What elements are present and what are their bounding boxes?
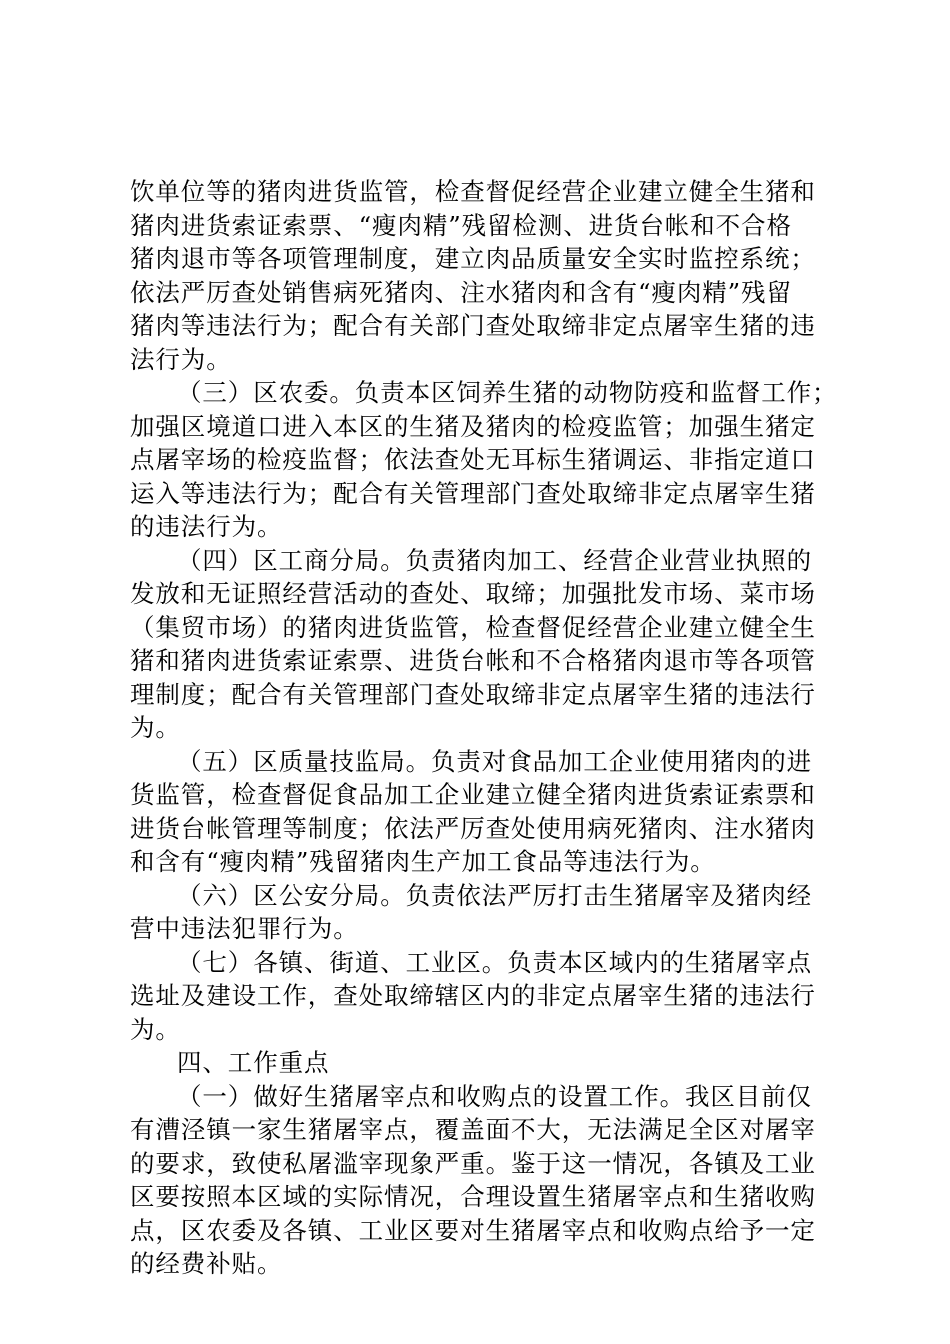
paragraph-start-line: （七）各镇、街道、工业区。负责本区域内的生猪屠宰点 bbox=[177, 948, 812, 977]
body-text-line: 猪肉退市等各项管理制度，建立肉品质量安全实时监控系统； bbox=[130, 244, 816, 273]
body-text-line: 的经费补贴。 bbox=[130, 1249, 283, 1278]
body-text-line: 点，区农委及各镇、工业区要对生猪屠宰点和收购点给予一定 bbox=[130, 1216, 816, 1245]
body-text-line: 营中违法犯罪行为。 bbox=[130, 914, 359, 943]
body-text-line: 运入等违法行为；配合有关管理部门查处取缔非定点屠宰生猪 bbox=[130, 479, 816, 508]
section-heading: 四、工作重点 bbox=[177, 1048, 330, 1077]
body-text-line: 猪和猪肉进货索证索票、进货台帐和不合格猪肉退市等各项管 bbox=[130, 646, 816, 675]
body-text-line: 为。 bbox=[130, 1015, 181, 1044]
body-text-line: 的违法行为。 bbox=[130, 512, 283, 541]
body-text-line: 有漕泾镇一家生猪屠宰点，覆盖面不大，无法满足全区对屠宰 bbox=[130, 1115, 816, 1144]
body-text-line: （集贸市场）的猪肉进货监管，检查督促经营企业建立健全生 bbox=[130, 613, 816, 642]
body-text-line: 加强区境道口进入本区的生猪及猪肉的检疫监管；加强生猪定 bbox=[130, 412, 816, 441]
body-text-line: 点屠宰场的检疫监督；依法查处无耳标生猪调运、非指定道口 bbox=[130, 445, 816, 474]
paragraph-start-line: （六）区公安分局。负责依法严厉打击生猪屠宰及猪肉经 bbox=[177, 881, 812, 910]
paragraph-start-line: （三）区农委。负责本区饲养生猪的动物防疫和监督工作； bbox=[177, 378, 838, 407]
body-text-line: 依法严厉查处销售病死猪肉、注水猪肉和含有“瘦肉精”残留 bbox=[130, 278, 792, 307]
body-text-line: 为。 bbox=[130, 713, 181, 742]
paragraph-start-line: （一）做好生猪屠宰点和收购点的设置工作。我区目前仅 bbox=[177, 1082, 812, 1111]
body-text-line: 货监管，检查督促食品加工企业建立健全猪肉进货索证索票和 bbox=[130, 780, 816, 809]
body-text-line: 和含有“瘦肉精”残留猪肉生产加工食品等违法行为。 bbox=[130, 847, 716, 876]
body-text-line: 饮单位等的猪肉进货监管，检查督促经营企业建立健全生猪和 bbox=[130, 177, 816, 206]
paragraph-start-line: （四）区工商分局。负责猪肉加工、经营企业营业执照的 bbox=[177, 546, 812, 575]
body-text-line: 选址及建设工作，查处取缔辖区内的非定点屠宰生猪的违法行 bbox=[130, 981, 816, 1010]
body-text-line: 发放和无证照经营活动的查处、取缔；加强批发市场、菜市场 bbox=[130, 579, 816, 608]
body-text-line: 法行为。 bbox=[130, 345, 232, 374]
body-text-line: 猪肉进货索证索票、“瘦肉精”残留检测、进货台帐和不合格 bbox=[130, 211, 792, 240]
body-text-line: 猪肉等违法行为；配合有关部门查处取缔非定点屠宰生猪的违 bbox=[130, 311, 816, 340]
paragraph-start-line: （五）区质量技监局。负责对食品加工企业使用猪肉的进 bbox=[177, 747, 812, 776]
body-text-line: 的要求，致使私屠滥宰现象严重。鉴于这一情况，各镇及工业 bbox=[130, 1149, 816, 1178]
body-text-line: 理制度；配合有关管理部门查处取缔非定点屠宰生猪的违法行 bbox=[130, 680, 816, 709]
body-text-line: 区要按照本区域的实际情况，合理设置生猪屠宰点和生猪收购 bbox=[130, 1182, 816, 1211]
body-text-line: 进货台帐管理等制度；依法严厉查处使用病死猪肉、注水猪肉 bbox=[130, 814, 816, 843]
